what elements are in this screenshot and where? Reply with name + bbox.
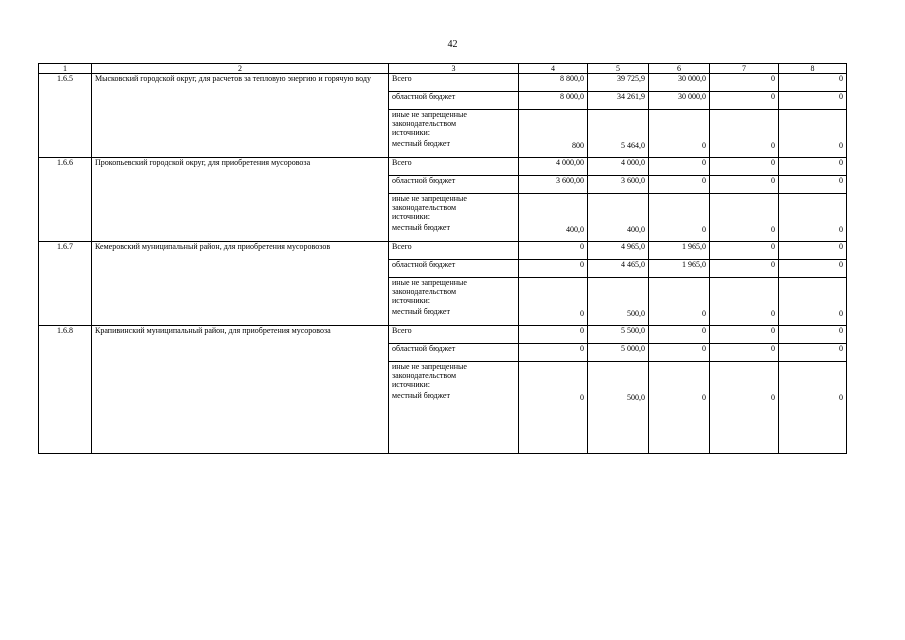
value-cell: [519, 110, 588, 158]
value-cell: 0: [519, 260, 588, 278]
value-text: 0: [580, 393, 584, 402]
value-cell: 1 965,0: [649, 260, 710, 278]
value-cell: 5 500,0: [588, 326, 649, 344]
value-cell: [779, 110, 847, 158]
value-cell: [519, 362, 588, 454]
value-text: 0: [580, 309, 584, 318]
value-cell: 0: [519, 326, 588, 344]
table-row-total: [39, 326, 847, 344]
value-cell: 0: [710, 176, 779, 194]
source-total-label: Всего: [389, 242, 519, 260]
value-text: 400,0: [566, 225, 584, 234]
value-cell: [588, 110, 649, 158]
value-cell: 8 000,0: [519, 92, 588, 110]
value-cell: 1 965,0: [649, 242, 710, 260]
value-cell: [588, 362, 649, 454]
value-cell: [779, 278, 847, 326]
value-cell: 0: [779, 176, 847, 194]
value-cell: 0: [779, 74, 847, 92]
value-cell: 0: [779, 326, 847, 344]
value-cell: 3 600,00: [519, 176, 588, 194]
column-number-header-row: [39, 64, 847, 74]
source-regional-label: областной бюджет: [389, 92, 519, 110]
column-header: 8: [779, 64, 847, 74]
column-header: 5: [588, 64, 649, 74]
value-text: 400,0: [627, 225, 645, 234]
value-cell: 0: [519, 344, 588, 362]
source-other-label: [389, 278, 519, 326]
value-text: 0: [702, 309, 706, 318]
source-regional-label: областной бюджет: [389, 260, 519, 278]
value-cell: 4 465,0: [588, 260, 649, 278]
table-row-total: [39, 74, 847, 92]
source-other-line: иные не запрещенные: [392, 110, 467, 119]
value-cell: 0: [519, 242, 588, 260]
value-cell: 30 000,0: [649, 74, 710, 92]
value-cell: [588, 194, 649, 242]
column-header: 6: [649, 64, 710, 74]
value-cell: 0: [779, 158, 847, 176]
source-other-line: иные не запрещенные: [392, 362, 467, 371]
column-header: 1: [39, 64, 92, 74]
value-cell: 0: [649, 158, 710, 176]
value-cell: 4 000,00: [519, 158, 588, 176]
source-other-line: законодательством: [392, 371, 457, 380]
source-local-label: местный бюджет: [392, 391, 450, 400]
row-name: Прокопьевский городской округ, для приобретения мусоровоза: [92, 158, 389, 242]
value-cell: 0: [710, 326, 779, 344]
value-cell: [779, 194, 847, 242]
source-other-line: иные не запрещенные: [392, 194, 467, 203]
value-cell: 39 725,9: [588, 74, 649, 92]
value-text: 500,0: [627, 309, 645, 318]
row-code: 1.6.5: [39, 74, 92, 158]
value-text: 5 464,0: [621, 141, 645, 150]
value-cell: 4 000,0: [588, 158, 649, 176]
source-local-label: местный бюджет: [392, 139, 450, 148]
source-other-line: иные не запрещенные: [392, 278, 467, 287]
source-local-label: местный бюджет: [392, 307, 450, 316]
value-text: 0: [771, 393, 775, 402]
row-code: 1.6.6: [39, 158, 92, 242]
table-row-total: [39, 158, 847, 176]
column-header: 3: [389, 64, 519, 74]
row-code: 1.6.7: [39, 242, 92, 326]
source-other-line: законодательством: [392, 203, 457, 212]
value-cell: 0: [710, 92, 779, 110]
page-number: 42: [447, 39, 458, 50]
table-row-total: [39, 242, 847, 260]
value-cell: 0: [779, 92, 847, 110]
value-cell: 0: [710, 74, 779, 92]
value-cell: [649, 194, 710, 242]
value-text: 0: [702, 393, 706, 402]
source-local-label: местный бюджет: [392, 223, 450, 232]
row-name: Мысковский городской округ, для расчетов за тепловую энергию и горячую воду: [92, 74, 389, 158]
value-text: 0: [771, 225, 775, 234]
value-text: 0: [702, 141, 706, 150]
value-cell: [519, 194, 588, 242]
value-cell: 4 965,0: [588, 242, 649, 260]
value-cell: 5 000,0: [588, 344, 649, 362]
source-regional-label: областной бюджет: [389, 344, 519, 362]
source-other-label: [389, 110, 519, 158]
source-other-line: источники:: [392, 296, 430, 305]
value-cell: 30 000,0: [649, 92, 710, 110]
value-cell: 0: [779, 260, 847, 278]
value-cell: [649, 278, 710, 326]
value-cell: [710, 110, 779, 158]
value-cell: 0: [779, 242, 847, 260]
value-cell: 3 600,0: [588, 176, 649, 194]
source-other-line: источники:: [392, 128, 430, 137]
value-cell: [588, 278, 649, 326]
value-cell: [519, 278, 588, 326]
value-text: 0: [771, 309, 775, 318]
value-cell: 0: [710, 242, 779, 260]
source-total-label: Всего: [389, 158, 519, 176]
value-cell: [649, 110, 710, 158]
column-header: 4: [519, 64, 588, 74]
value-cell: 0: [779, 344, 847, 362]
source-total-label: Всего: [389, 74, 519, 92]
source-other-line: источники:: [392, 380, 430, 389]
value-cell: 0: [710, 260, 779, 278]
row-name: Крапивинский муниципальный район, для приобретения мусоровоза: [92, 326, 389, 454]
value-cell: 0: [649, 326, 710, 344]
value-text: 800: [572, 141, 584, 150]
source-other-line: законодательством: [392, 119, 457, 128]
source-other-line: законодательством: [392, 287, 457, 296]
value-cell: 0: [710, 344, 779, 362]
source-other-label: [389, 362, 519, 454]
row-name: Кемеровский муниципальный район, для приобретения мусоровозов: [92, 242, 389, 326]
source-total-label: Всего: [389, 326, 519, 344]
value-cell: 8 800,0: [519, 74, 588, 92]
value-text: 0: [702, 225, 706, 234]
value-cell: 0: [649, 176, 710, 194]
source-other-line: источники:: [392, 212, 430, 221]
value-text: 0: [771, 141, 775, 150]
column-header: 2: [92, 64, 389, 74]
value-text: 0: [839, 141, 843, 150]
value-cell: 34 261,9: [588, 92, 649, 110]
value-cell: [649, 362, 710, 454]
value-cell: 0: [649, 344, 710, 362]
source-other-label: [389, 194, 519, 242]
source-regional-label: областной бюджет: [389, 176, 519, 194]
value-text: 0: [839, 393, 843, 402]
value-cell: [710, 194, 779, 242]
column-header: 7: [710, 64, 779, 74]
budget-table: [38, 63, 847, 454]
value-text: 500,0: [627, 393, 645, 402]
row-code: 1.6.8: [39, 326, 92, 454]
value-cell: [710, 362, 779, 454]
value-cell: [710, 278, 779, 326]
value-text: 0: [839, 309, 843, 318]
value-cell: 0: [710, 158, 779, 176]
value-text: 0: [839, 225, 843, 234]
value-cell: [779, 362, 847, 454]
